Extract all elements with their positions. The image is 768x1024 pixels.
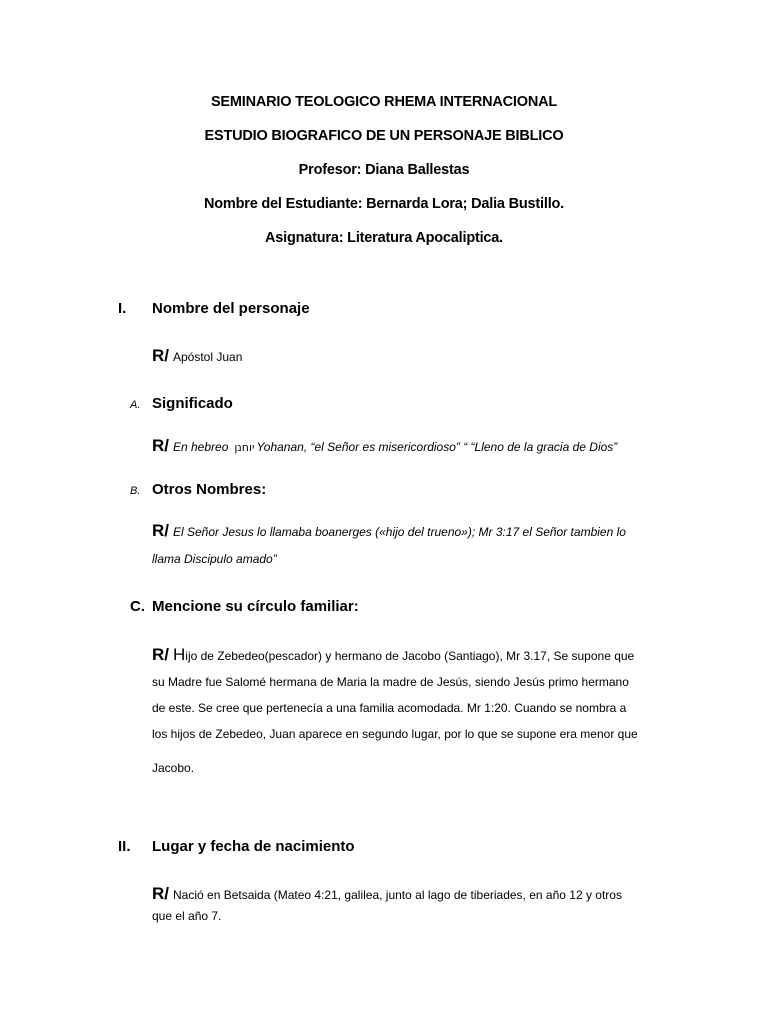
section-1-title: Nombre del personaje — [152, 300, 310, 317]
answer-text: ijo de Zebedeo(pescador) y hermano de Jacobo (Santiago), Mr 3.17, Se supone que — [185, 649, 635, 663]
subsection-b-title: Otros Nombres: — [152, 481, 267, 498]
section-1-numeral: I. — [118, 300, 127, 317]
answer-mark: R/ — [152, 521, 169, 540]
answer-mark: R/ — [152, 436, 169, 455]
subsection-a-letter: A. — [130, 399, 141, 411]
subsection-b-answer-line-1 — [152, 521, 626, 541]
answer-text-pre: En hebreo — [173, 440, 229, 454]
section-2-answer-line-2: que el año 7. — [152, 909, 222, 923]
answer-text-post: Yohanan, “el Señor es misericordioso” “ “Lleno de la gracia de Dios” — [256, 440, 618, 454]
subsection-c-answer-line-4: los hijos de Zebedeo, Juan aparece en segundo lugar, por lo que se supone era menor que — [152, 727, 638, 741]
subsection-a-answer — [152, 436, 617, 456]
subsection-c-answer-line-1 — [152, 645, 634, 665]
student-line: Nombre del Estudiante: Bernarda Lora; Dalia Bustillo. — [203, 196, 565, 212]
subsection-a-title: Significado — [152, 395, 233, 412]
hebrew-name: יוחנן — [234, 441, 255, 454]
section-2-title: Lugar y fecha de nacimiento — [152, 838, 355, 855]
subsection-b-answer-line-2: llama Discipulo amado” — [152, 552, 277, 566]
answer-mark: R/ — [152, 645, 169, 664]
subsection-c-answer-line-2: su Madre fue Salomé hermana de Maria la madre de Jesús, siendo Jesús primo hermano — [152, 675, 629, 689]
answer-text: Nació en Betsaida (Mateo 4:21, galilea, junto al lago de tiberiades, en año 12 y otros — [173, 888, 622, 902]
answer-text: El Señor Jesus lo llamaba boanerges («hijo del trueno»); Mr 3:17 el Señor tambien lo — [173, 525, 626, 539]
subsection-c-letter: C. — [130, 598, 145, 615]
answer-mark: R/ — [152, 346, 169, 365]
subsection-c-answer-line-3: de este. Se cree que pertenecía a una familia acomodada. Mr 1:20. Cuando se nombra a — [152, 701, 627, 715]
section-2-answer-line-1 — [152, 884, 622, 904]
subsection-c-answer-line-5: Jacobo. — [152, 761, 195, 775]
subsection-b-letter: B. — [130, 485, 141, 497]
subsection-c-title: Mencione su círculo familiar: — [152, 598, 359, 615]
answer-mark: R/ — [152, 884, 169, 903]
section-2-numeral: II. — [118, 838, 131, 855]
study-title: ESTUDIO BIOGRAFICO DE UN PERSONAJE BIBLICO — [204, 128, 564, 144]
professor-line: Profesor: Diana Ballestas — [298, 162, 470, 178]
section-1-answer — [152, 346, 242, 366]
subject-line: Asignatura: Literatura Apocaliptica. — [264, 230, 503, 246]
answer-text: Apóstol Juan — [173, 350, 243, 364]
institution-title: SEMINARIO TEOLOGICO RHEMA INTERNACIONAL — [210, 94, 558, 110]
answer-first-letter: H — [173, 645, 186, 664]
